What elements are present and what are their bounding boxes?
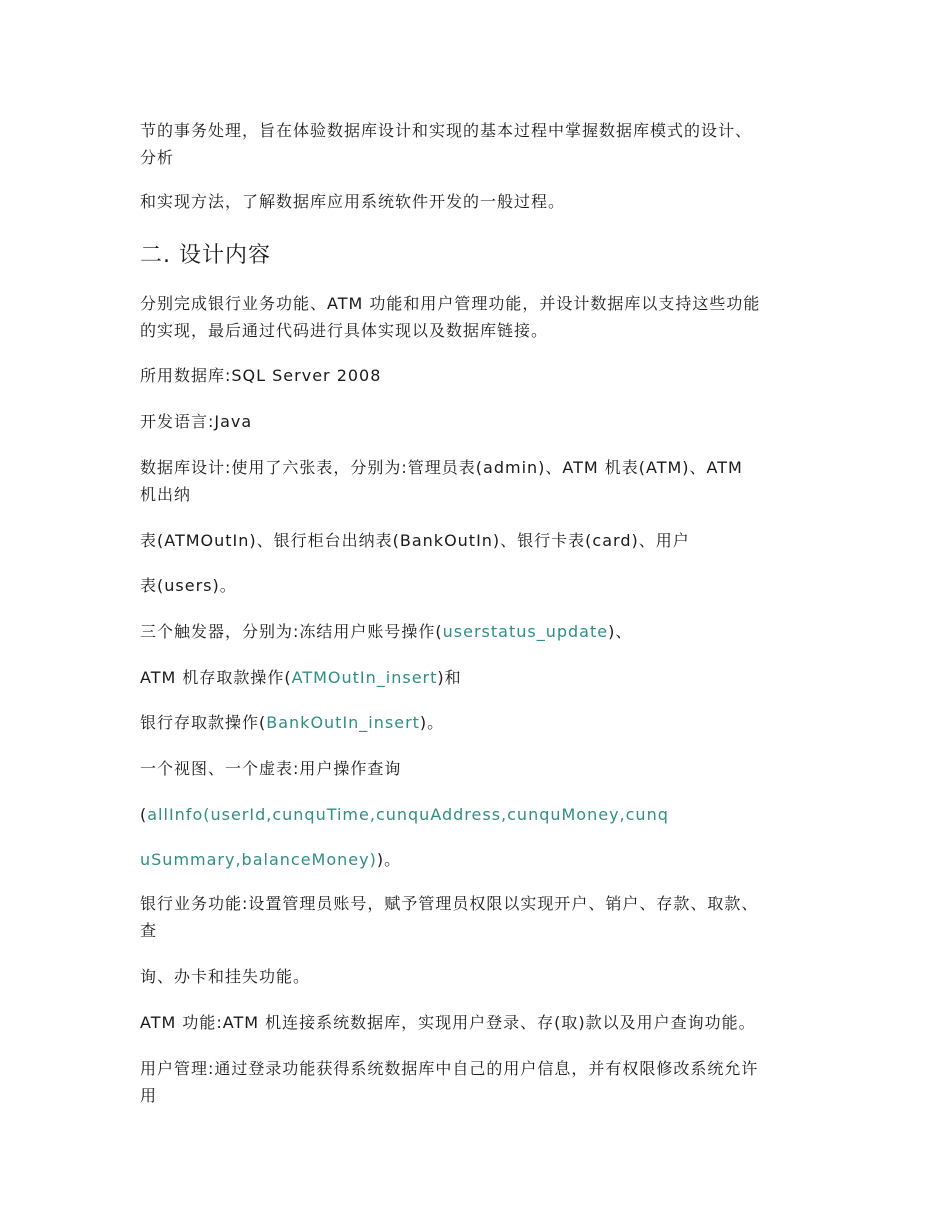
section-heading: 二. 设计内容 [140,243,271,268]
view-line-2 [140,801,812,828]
view-definition-part-2: uSummary,balanceMoney) [140,850,377,869]
bank-function-line-2: 查 [140,921,158,940]
view-line-3-suffix: )。 [376,850,402,869]
trigger-line-2-suffix: )和 [437,668,462,687]
trigger-line-3-suffix: )。 [419,713,445,732]
trigger-name-atmoutin: ATMOutIn_insert [291,668,438,687]
view-line-1: 一个视图、一个虚表:用户操作查询 [140,759,402,778]
design-content-line-1: 分别完成银行业务功能、ATM 功能和用户管理功能，并设计数据库以支持这些功能 [140,294,761,313]
db-design-line-3: 表(ATMOutIn)、银行柜台出纳表(BankOutIn)、银行卡表(card)、用户 [140,531,690,550]
trigger-line-1-prefix: 三个触发器，分别为:冻结用户账号操作( [140,622,443,641]
trigger-line-2 [140,664,812,691]
design-content-paragraph [140,290,812,344]
intro-paragraph [140,117,812,171]
view-definition-part-1: allInfo(userId,cunquTime,cunquAddress,cunquMoney,cunq [147,805,669,824]
bank-function-line-1: 银行业务功能:设置管理员账号，赋予管理员权限以实现开户、销户、存款、取款、 [140,894,759,913]
trigger-name-bankoutin: BankOutIn_insert [266,713,420,732]
db-design-line-1: 数据库设计:使用了六张表，分别为:管理员表(admin)、ATM 机表(ATM)、ATM [140,458,743,477]
trigger-line-3-prefix: 银行存取款操作( [140,713,267,732]
trigger-line-1-suffix: )、 [608,622,633,641]
user-management-line-1: 用户管理:通过登录功能获得系统数据库中自己的用户信息，并有权限修改系统允许 [140,1059,759,1078]
intro-line-2: 分析 [140,148,175,167]
intro-line-1: 节的事务处理，旨在体验数据库设计和实现的基本过程中掌握数据库模式的设计、 [140,121,753,140]
bank-function-paragraph [140,890,812,944]
bank-function-line-3: 询、办卡和挂失功能。 [140,967,311,986]
trigger-name-userstatus: userstatus_update [442,622,609,641]
trigger-line-3 [140,709,812,736]
design-content-line-2: 的实现，最后通过代码进行具体实现以及数据库链接。 [140,321,549,340]
trigger-line-1 [140,618,812,645]
user-management-paragraph [140,1055,812,1109]
language-line: 开发语言:Java [140,412,253,431]
view-line-3 [140,846,812,873]
methods-paragraph: 和实现方法，了解数据库应用系统软件开发的一般过程。 [140,192,566,211]
db-design-paragraph [140,454,812,508]
user-management-line-2: 用 [140,1086,158,1105]
db-design-line-4: 表(users)。 [140,576,237,595]
db-design-line-2: 机出纳 [140,485,192,504]
atm-function-line: ATM 功能:ATM 机连接系统数据库，实现用户登录、存(取)款以及用户查询功能。 [140,1013,756,1032]
database-line: 所用数据库:SQL Server 2008 [140,366,382,385]
trigger-line-2-prefix: ATM 机存取款操作( [140,668,292,687]
view-line-2-prefix: ( [140,805,148,824]
